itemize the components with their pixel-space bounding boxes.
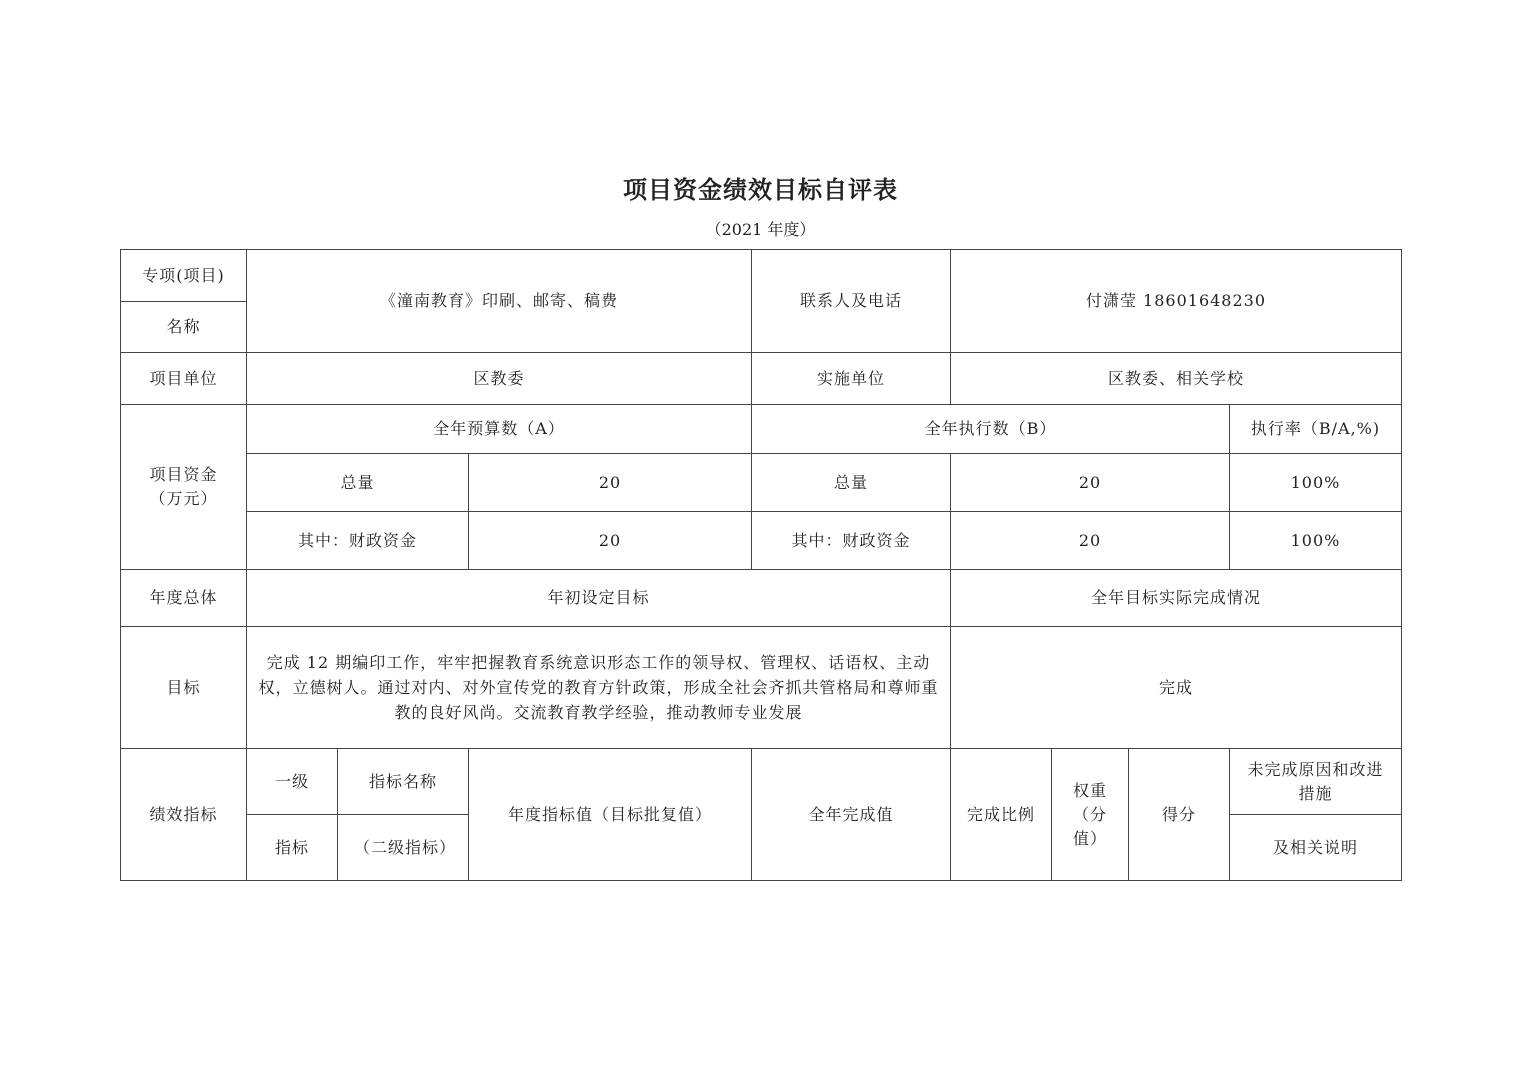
fiscal-exec-value: 20 [950,511,1230,570]
total-rate-value: 100% [1229,453,1402,512]
indicators-label: 绩效指标 [120,748,247,881]
fiscal-budget-value: 20 [468,511,752,570]
initial-goal-text: 完成 12 期编印工作，牢牢把握教育系统意识形态工作的领导权、管理权、话语权、主动权，立德树人。通过对内、对外宣传党的教育方针政策，形成全社会齐抓共管格局和尊师重教的良好风尚。交流教育教学经验，推动教师专业发展 [246,626,951,749]
total-exec-label: 总量 [751,453,951,512]
reason-top: 未完成原因和改进措施 [1229,748,1402,815]
contact-value: 付潇莹 18601648230 [950,249,1402,353]
impl-unit-value: 区教委、相关学校 [950,352,1402,405]
budget-header: 全年预算数（A） [246,404,752,454]
funds-label [120,404,247,570]
actual-goal-text: 完成 [950,626,1402,749]
actual-goal-header: 全年目标实际完成情况 [950,569,1402,627]
contact-label: 联系人及电话 [751,249,951,353]
funds-label-line1: 项目资金 [149,465,218,484]
level1-top: 一级 [246,748,338,815]
annual-goal-label-top: 年度总体 [120,569,247,627]
annual-indicator-value: 年度指标值（目标批复值） [468,748,752,881]
reason-bottom: 及相关说明 [1229,814,1402,881]
rate-header: 执行率（B/A,%) [1229,404,1402,454]
total-budget-value: 20 [468,453,752,512]
project-name-value: 《潼南教育》印刷、邮寄、稿费 [246,249,752,353]
page-subtitle: （2021 年度） [705,220,816,239]
project-name-label-bottom: 名称 [166,317,201,336]
fiscal-rate-value: 100% [1229,511,1402,570]
funds-label-line2: （万元） [149,489,218,508]
project-name-label-top: 专项(项目) [142,265,225,285]
project-name-label-cell [120,249,247,353]
fiscal-label: 其中：财政资金 [246,511,469,570]
annual-goal-label-bottom: 目标 [120,626,247,749]
project-unit-label: 项目单位 [120,352,247,405]
weight: 权重（分值） [1051,748,1129,881]
total-exec-value: 20 [950,453,1230,512]
fiscal-exec-label: 其中：财政资金 [751,511,951,570]
total-label: 总量 [246,453,469,512]
completion-ratio: 完成比例 [950,748,1052,881]
project-unit-value: 区教委 [246,352,752,405]
initial-goal-header: 年初设定目标 [246,569,951,627]
evaluation-table [120,249,1402,881]
impl-unit-label: 实施单位 [751,352,951,405]
score: 得分 [1128,748,1230,881]
exec-header: 全年执行数（B） [751,404,1230,454]
page-title: 项目资金绩效目标自评表 [623,176,898,204]
annual-actual-value: 全年完成值 [751,748,951,881]
indicator-name-top: 指标名称 [337,748,469,815]
level1-bottom: 指标 [246,814,338,881]
indicator-name-bottom: （二级指标） [337,814,469,881]
